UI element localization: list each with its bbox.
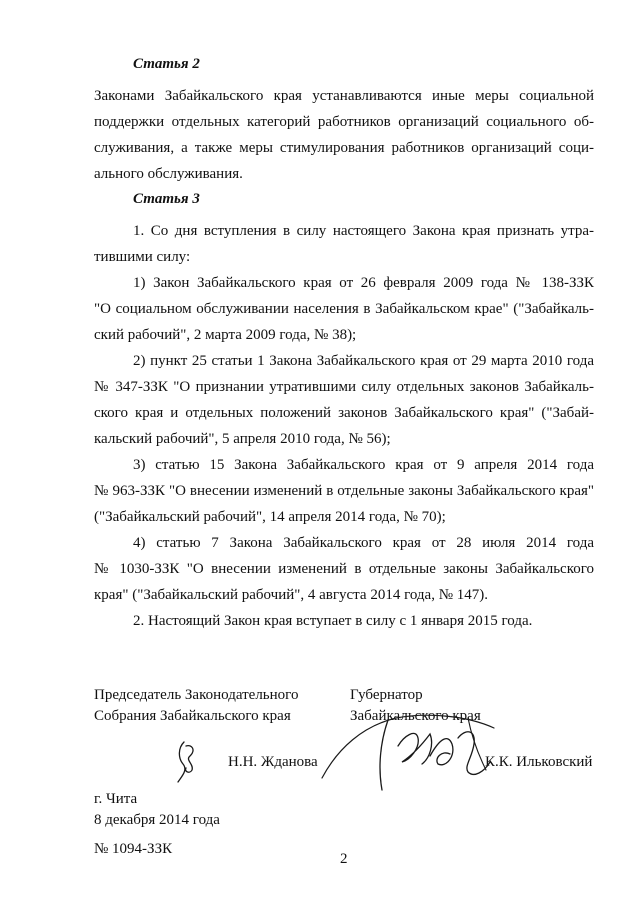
governor-title-line-2: Забайкальского края — [350, 708, 481, 724]
article-3-line-16: 2. Настоящий Закон края вступает в силу с 1 января 2015 года. — [133, 613, 533, 629]
article-2-title: Статья 2 — [133, 56, 200, 72]
article-3-line-5: ский рабочий", 2 марта 2009 года, № 38); — [94, 327, 357, 343]
page-number: 2 — [340, 851, 348, 867]
article-3-line-4: "О социальном обслуживании населения в Забайкальском крае" ("Забайкаль- — [94, 301, 594, 317]
governor-name: К.К. Ильковский — [485, 754, 593, 770]
article-3-line-7: № 347-ЗЗК "О признании утратившими силу отдельных законов Забайкаль- — [94, 379, 594, 395]
article-3-line-10: 3) статью 15 Закона Забайкальского края от 9 апреля 2014 года — [133, 457, 594, 473]
governor-signature-icon — [318, 698, 498, 798]
article-2-line-4: ального обслуживания. — [94, 166, 243, 182]
article-3-title: Статья 3 — [133, 191, 200, 207]
chairman-signature-icon — [172, 738, 202, 788]
article-3-line-14: № 1030-ЗЗК "О внесении изменений в отдельные законы Забайкальского — [94, 561, 594, 577]
article-2-line-2: поддержки отдельных категорий работников организаций социального об- — [94, 114, 594, 130]
chairman-name: Н.Н. Жданова — [228, 754, 318, 770]
governor-title-line-1: Губернатор — [350, 687, 423, 703]
law-number: № 1094-ЗЗК — [94, 841, 173, 857]
date: 8 декабря 2014 года — [94, 812, 220, 828]
article-3-line-9: кальский рабочий", 5 апреля 2010 года, № 56); — [94, 431, 391, 447]
article-2-line-3: служивания, а также меры стимулирования работников организаций соци- — [94, 140, 594, 156]
chairman-title-line-1: Председатель Законодательного — [94, 687, 299, 703]
chairman-title-line-2: Собрания Забайкальского края — [94, 708, 291, 724]
article-3-line-15: края" ("Забайкальский рабочий", 4 августа 2014 года, № 147). — [94, 587, 489, 603]
city: г. Чита — [94, 791, 138, 807]
article-2-line-1: Законами Забайкальского края устанавливаются иные меры социальной — [94, 88, 594, 104]
article-3-line-13: 4) статью 7 Закона Забайкальского края от 28 июля 2014 года — [133, 535, 594, 551]
article-3-line-3: 1) Закон Забайкальского края от 26 февраля 2009 года № 138-ЗЗК — [133, 275, 594, 291]
article-3-line-2: тившими силу: — [94, 249, 191, 265]
article-3-line-6: 2) пункт 25 статьи 1 Закона Забайкальского края от 29 марта 2010 года — [133, 353, 594, 369]
article-3-line-12: ("Забайкальский рабочий", 14 апреля 2014 года, № 70); — [94, 509, 446, 525]
article-3-line-1: 1. Со дня вступления в силу настоящего Закона края признать утра- — [133, 223, 594, 239]
article-3-line-11: № 963-ЗЗК "О внесении изменений в отдельные законы Забайкальского края" — [94, 483, 594, 499]
article-3-line-8: ского края и отдельных положений законов Забайкальского края" ("Забай- — [94, 405, 594, 421]
